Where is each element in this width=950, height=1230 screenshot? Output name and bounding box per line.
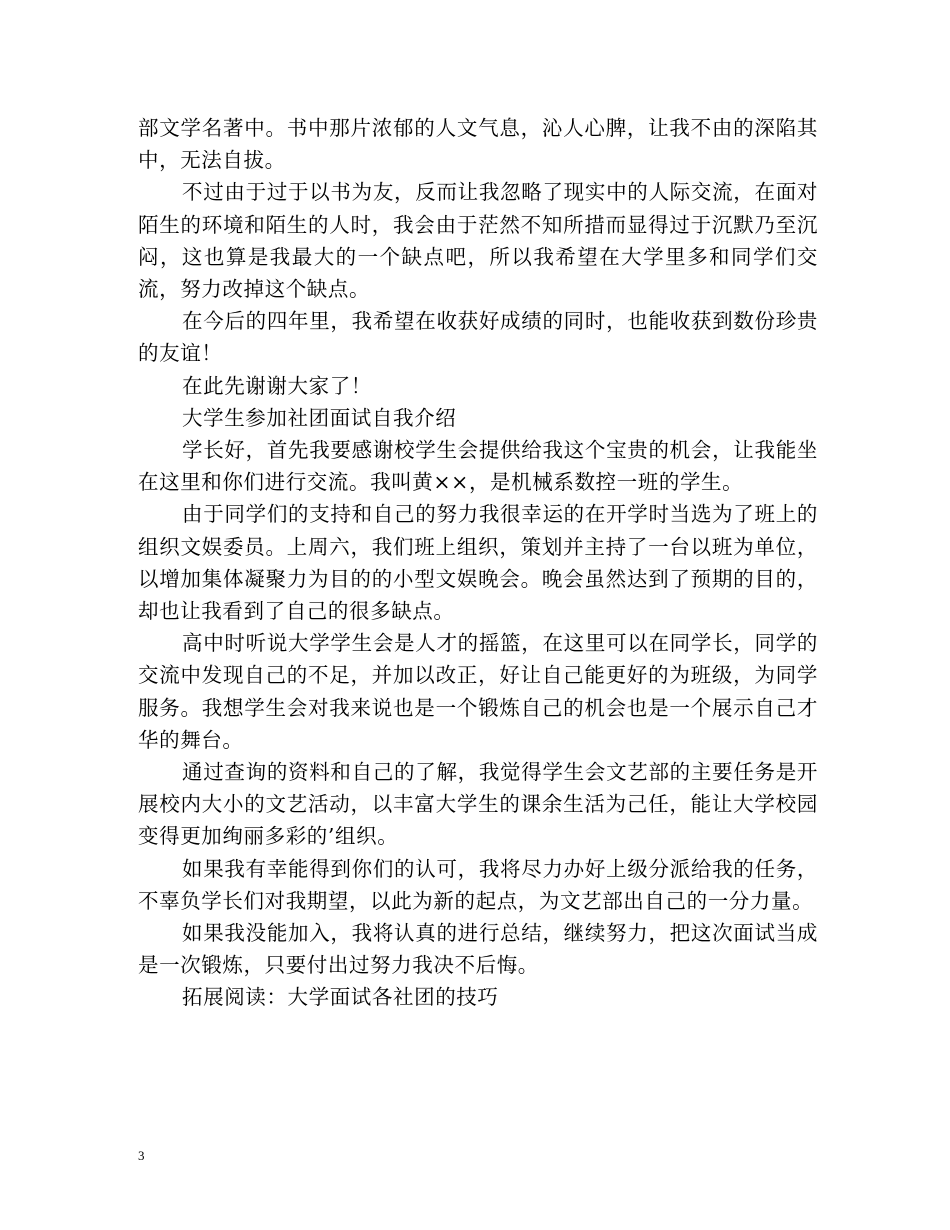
paragraph: 部文学名著中。书中那片浓郁的人文气息，沁人心脾，让我不由的深陷其中，无法自拔。 [138, 116, 818, 173]
paragraph: 通过查询的资料和自己的了解，我觉得学生会文艺部的主要任务是开展校内大小的文艺活动，以丰富大学生的课余生活为己任，能让大学校园变得更加绚丽多彩的’组织。 [138, 760, 818, 849]
paragraph: 由于同学们的支持和自己的努力我很幸运的在开学时当选为了班上的组织文娱委员。上周六，我们班上组织，策划并主持了一台以班为单位，以增加集体凝聚力为目的的小型文娱晚会。晚会虽然达到了预期的目的，却也让我看到了自己的很多缺点。 [138, 502, 818, 624]
paragraph: 在今后的四年里，我希望在收获好成绩的同时，也能收获到数份珍贵的友谊！ [138, 309, 818, 366]
paragraph: 高中时听说大学学生会是人才的摇篮，在这里可以在同学长，同学的交流中发现自己的不足，并加以改正，好让自己能更好的为班级，为同学服务。我想学生会对我来说也是一个锻炼自己的机会也是一个展示自己才华的舞台。 [138, 631, 818, 752]
paragraph: 如果我没能加入，我将认真的进行总结，继续努力，把这次面试当成是一次锻炼，只要付出过努力我决不后悔。 [138, 921, 818, 978]
paragraph: 学长好，首先我要感谢校学生会提供给我这个宝贵的机会，让我能坐在这里和你们进行交流。我叫黄××，是机械系数控一班的学生。 [138, 438, 818, 495]
section-heading: 大学生参加社团面试自我介绍 [182, 405, 457, 430]
page-number: 3 [138, 1148, 145, 1163]
paragraph: 如果我有幸能得到你们的认可，我将尽力办好上级分派给我的任务，不辜负学长们对我期望，以此为新的起点，为文艺部出自己的一分力量。 [138, 856, 818, 913]
paragraph: 不过由于过于以书为友，反而让我忽略了现实中的人际交流，在面对陌生的环境和陌生的人时，我会由于茫然不知所措而显得过于沉默乃至沉闷，这也算是我最大的一个缺点吧，所以我希望在大学里多和同学们交流，努力改掉这个缺点。 [138, 180, 818, 302]
document-body [138, 112, 818, 1014]
extended-reading-heading: 拓展阅读：大学面试各社团的技巧 [182, 985, 499, 1010]
paragraph: 在此先谢谢大家了！ [182, 373, 372, 398]
